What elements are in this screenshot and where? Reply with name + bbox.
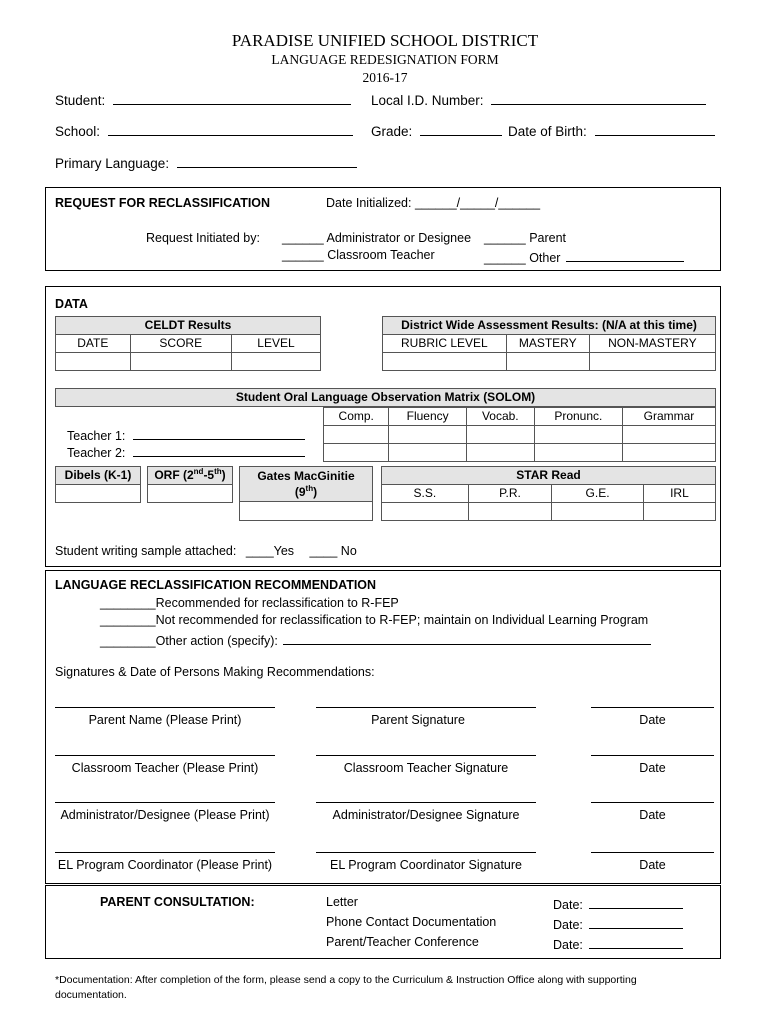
option-other-label: Other <box>529 251 561 265</box>
solom-cell-vocab-1[interactable] <box>466 426 534 444</box>
option-teacher-label: Classroom Teacher <box>327 248 435 262</box>
option-admin[interactable] <box>282 232 471 245</box>
solom-col-vocab: Vocab. <box>466 408 534 426</box>
orf-table <box>147 466 233 503</box>
solom-cell-comp-2[interactable] <box>324 444 389 462</box>
local-id-field[interactable] <box>371 92 706 108</box>
sig-line-signature-1[interactable] <box>316 707 536 708</box>
solom-cell-pronunc-2[interactable] <box>534 444 622 462</box>
solom-title-bar <box>55 388 716 407</box>
consultation-item-conference: Parent/Teacher Conference <box>326 935 479 949</box>
district-table <box>382 316 716 371</box>
celdt-col-level: LEVEL <box>231 335 320 353</box>
primary-language-label: Primary Language: <box>55 156 170 171</box>
celdt-col-score: SCORE <box>130 335 231 353</box>
primary-language-field[interactable] <box>55 155 357 171</box>
solom-col-grammar: Grammar <box>622 408 715 426</box>
sig-line-signature-2[interactable] <box>316 755 536 756</box>
consultation-date-phone[interactable] <box>553 916 683 932</box>
sig-line-signature-4[interactable] <box>316 852 536 853</box>
consultation-item-letter: Letter <box>326 895 358 909</box>
initiated-by-label: Request Initiated by: <box>146 231 260 245</box>
school-year: 2016-17 <box>362 70 408 85</box>
rec-option-not-rfep-label: Not recommended for reclassification to R-FEP; maintain on Individual Learning Program <box>155 613 649 627</box>
solom-col-fluency: Fluency <box>389 408 466 426</box>
sig-line-date-2[interactable] <box>591 755 714 756</box>
sig-line-name-3[interactable] <box>55 802 275 803</box>
consultation-date-label-3: Date: <box>553 938 583 952</box>
sig-line-date-3[interactable] <box>591 802 714 803</box>
sig-date-label-3: Date <box>639 808 666 822</box>
teacher1-label: Teacher 1: <box>67 429 126 443</box>
option-teacher-blank: ______ <box>282 248 324 262</box>
dob-label: Date of Birth: <box>508 124 587 139</box>
signatures-label: Signatures & Date of Persons Making Recommendations: <box>55 665 375 679</box>
sig-line-name-2[interactable] <box>55 755 275 756</box>
star-cell-pr[interactable] <box>468 503 552 521</box>
district-col-rubric: RUBRIC LEVEL <box>383 335 507 353</box>
sig-date-label-4: Date <box>639 858 666 872</box>
sig-name-label-2: Classroom Teacher (Please Print) <box>71 761 259 775</box>
rec-option-not-rfep-blank: ________ <box>100 613 156 627</box>
sig-line-date-1[interactable] <box>591 707 714 708</box>
data-title: DATA <box>55 297 88 311</box>
solom-cell-vocab-2[interactable] <box>466 444 534 462</box>
student-label: Student: <box>55 93 106 108</box>
rec-option-rfep-label: Recommended for reclassification to R-FEP <box>155 596 399 610</box>
consultation-item-phone: Phone Contact Documentation <box>326 915 497 929</box>
rec-option-other[interactable] <box>100 632 651 648</box>
solom-cell-pronunc-1[interactable] <box>534 426 622 444</box>
solom-cell-fluency-2[interactable] <box>389 444 466 462</box>
consultation-date-label-2: Date: <box>553 918 583 932</box>
solom-table <box>323 407 716 462</box>
solom-cell-fluency-1[interactable] <box>389 426 466 444</box>
student-field[interactable] <box>55 92 351 108</box>
date-initialized-field[interactable] <box>326 197 540 210</box>
option-admin-label: Administrator or Designee <box>326 231 472 245</box>
celdt-table <box>55 316 321 371</box>
sig-line-name-1[interactable] <box>55 707 275 708</box>
rec-option-not-rfep[interactable] <box>100 614 648 627</box>
sig-name-label-4: EL Program Coordinator (Please Print) <box>57 858 273 872</box>
district-title: PARADISE UNIFIED SCHOOL DISTRICT <box>231 31 539 50</box>
solom-cell-grammar-1[interactable] <box>622 426 715 444</box>
star-table <box>381 466 716 521</box>
option-admin-blank: ______ <box>282 231 324 245</box>
star-cell-ss[interactable] <box>382 503 469 521</box>
sig-line-name-4[interactable] <box>55 852 275 853</box>
sig-name-label-1: Parent Name (Please Print) <box>88 713 242 727</box>
consultation-date-conference[interactable] <box>553 936 683 952</box>
recommendation-title: LANGUAGE RECLASSIFICATION RECOMMENDATION <box>55 578 377 592</box>
option-parent-blank: ______ <box>484 231 526 245</box>
rec-option-rfep-blank: ________ <box>100 596 156 610</box>
date-initialized-blank: ______/_____/______ <box>414 196 541 210</box>
district-col-non-mastery: NON-MASTERY <box>589 335 715 353</box>
dibels-cell[interactable] <box>56 485 141 503</box>
solom-col-pronunc: Pronunc. <box>534 408 622 426</box>
option-teacher[interactable] <box>282 249 435 262</box>
district-cell-non-mastery[interactable] <box>589 353 715 371</box>
rec-option-other-blank: ________ <box>100 634 156 648</box>
sig-signature-label-2: Classroom Teacher Signature <box>343 761 509 775</box>
footnote: *Documentation: After completion of the form, please send a copy to the Curriculum & Instruction Office along with supporting documentation. <box>55 974 637 1001</box>
rec-option-other-label: Other action (specify): <box>155 634 278 648</box>
celdt-cell-score[interactable] <box>130 353 231 371</box>
option-other[interactable] <box>484 249 684 265</box>
district-col-mastery: MASTERY <box>506 335 589 353</box>
sig-signature-label-1: Parent Signature <box>371 713 465 727</box>
district-title: District Wide Assessment Results: (N/A at this time) <box>383 317 716 335</box>
solom-title: Student Oral Language Observation Matrix (SOLOM) <box>56 389 716 407</box>
writing-yes[interactable]: ____Yes <box>245 544 295 558</box>
dob-field[interactable] <box>508 123 715 139</box>
star-cell-irl[interactable] <box>643 503 715 521</box>
request-title: REQUEST FOR RECLASSIFICATION <box>55 196 271 210</box>
teacher1-field[interactable] <box>67 427 305 443</box>
rec-option-rfep[interactable] <box>100 597 399 610</box>
local-id-label: Local I.D. Number: <box>371 93 484 108</box>
district-cell-mastery[interactable] <box>506 353 589 371</box>
star-col-irl: IRL <box>643 485 715 503</box>
option-parent[interactable] <box>484 232 566 245</box>
gates-cell[interactable] <box>240 502 373 521</box>
celdt-title: CELDT Results <box>56 317 321 335</box>
writing-no[interactable]: ____ No <box>309 544 357 558</box>
sig-name-label-3: Administrator/Designee (Please Print) <box>60 808 270 822</box>
sig-date-label-1: Date <box>639 713 666 727</box>
teacher2-field[interactable] <box>67 444 305 460</box>
sig-signature-label-3: Administrator/Designee Signature <box>332 808 520 822</box>
consultation-date-letter[interactable] <box>553 896 683 912</box>
school-field[interactable] <box>55 123 353 139</box>
sig-date-label-2: Date <box>639 761 666 775</box>
teacher2-label: Teacher 2: <box>67 446 126 460</box>
star-title: STAR Read <box>382 467 716 485</box>
dibels-table <box>55 466 141 503</box>
star-col-pr: P.R. <box>468 485 552 503</box>
orf-title: ORF (2nd-5th) <box>148 467 233 485</box>
celdt-cell-level[interactable] <box>231 353 320 371</box>
star-col-ge: G.E. <box>552 485 644 503</box>
form-title: LANGUAGE REDESIGNATION FORM <box>271 52 499 67</box>
consultation-date-label-1: Date: <box>553 898 583 912</box>
celdt-col-date: DATE <box>56 335 131 353</box>
writing-sample-row <box>55 545 357 558</box>
grade-label: Grade: <box>371 124 413 139</box>
option-parent-label: Parent <box>529 231 567 245</box>
consultation-title: PARENT CONSULTATION: <box>100 895 255 909</box>
orf-cell[interactable] <box>148 485 233 503</box>
solom-cell-comp-1[interactable] <box>324 426 389 444</box>
sig-line-date-4[interactable] <box>591 852 714 853</box>
gates-title: Gates MacGinitie (9th) <box>240 467 373 502</box>
writing-sample-label: Student writing sample attached: <box>55 544 237 558</box>
school-label: School: <box>55 124 101 139</box>
star-col-ss: S.S. <box>382 485 469 503</box>
dibels-title: Dibels (K-1) <box>56 467 141 485</box>
grade-field[interactable] <box>371 123 502 139</box>
sig-signature-label-4: EL Program Coordinator Signature <box>330 858 522 872</box>
date-initialized-label: Date Initialized: <box>326 196 412 210</box>
celdt-cell-date[interactable] <box>56 353 131 371</box>
solom-cell-grammar-2[interactable] <box>622 444 715 462</box>
sig-line-signature-3[interactable] <box>316 802 536 803</box>
option-other-blank: ______ <box>484 251 526 265</box>
district-cell-rubric[interactable] <box>383 353 507 371</box>
solom-col-comp: Comp. <box>324 408 389 426</box>
star-cell-ge[interactable] <box>552 503 644 521</box>
gates-table <box>239 466 373 521</box>
